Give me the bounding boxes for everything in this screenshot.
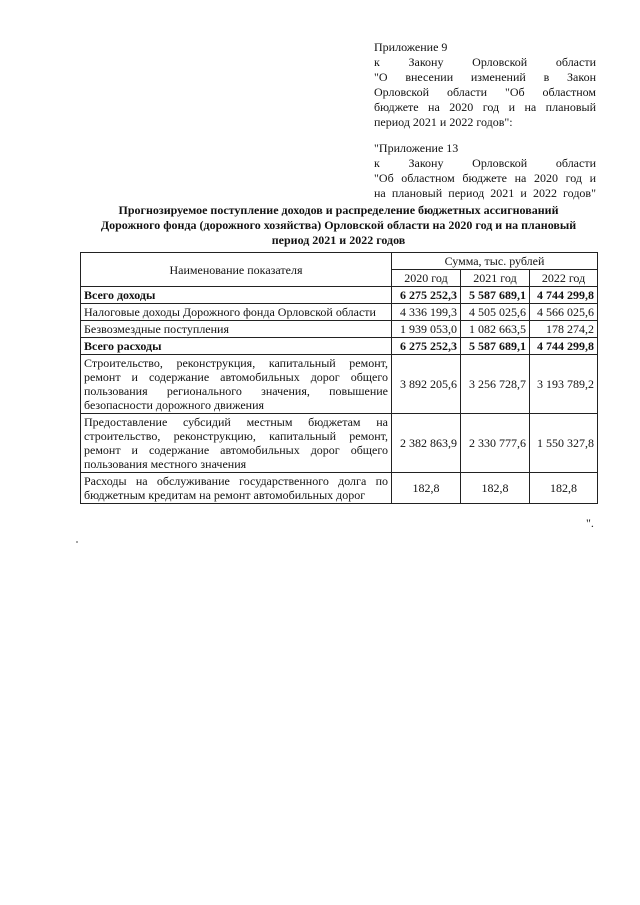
appendix-13-line: на плановый период 2021 и 2022 годов" — [374, 186, 596, 200]
value-2021: 4 505 025,6 — [461, 304, 530, 321]
appendix-13-line: "Об областном бюджете на 2020 год и — [374, 171, 596, 185]
row-name: Налоговые доходы Дорожного фонда Орловской области — [81, 304, 392, 321]
row-name: Строительство, реконструкция, капитальный ремонт, ремонт и содержание автомобильных дорог общего пользования регионального значения, повышение безопасности дорожного движения — [81, 355, 392, 414]
appendix-13-line: к Закону Орловской области — [374, 156, 596, 170]
value-2022: 3 193 789,2 — [530, 355, 598, 414]
table-row-tax-income — [81, 304, 598, 321]
table-row-local-subsidies — [81, 414, 598, 473]
column-header-year-2022: 2022 год — [530, 270, 598, 287]
appendix-13-header — [374, 141, 596, 201]
appendix-9-line: Приложение 9 — [374, 40, 448, 54]
table-row-total-income — [81, 287, 598, 304]
value-2021: 182,8 — [461, 473, 530, 504]
column-header-name: Наименование показателя — [81, 253, 392, 287]
title-line: период 2021 и 2022 годов — [271, 233, 406, 247]
budget-table — [80, 252, 598, 504]
value-2020: 6 275 252,3 — [392, 287, 461, 304]
value-2022: 178 274,2 — [530, 321, 598, 338]
value-2022: 1 550 327,8 — [530, 414, 598, 473]
value-2020: 3 892 205,6 — [392, 355, 461, 414]
appendix-9-line: период 2021 и 2022 годов": — [374, 115, 513, 129]
appendix-9-line: "О внесении изменений в Закон — [374, 70, 596, 84]
row-name: Предоставление субсидий местным бюджетам на строительство, реконструкцию, капитальный ремонт, ремонт и содержание автомобильных дорог общего пользования местного значения — [81, 414, 392, 473]
table-row-gratuitous-receipts — [81, 321, 598, 338]
value-2022: 4 744 299,8 — [530, 287, 598, 304]
appendix-9-line: Орловской области "Об областном — [374, 85, 596, 99]
value-2020: 182,8 — [392, 473, 461, 504]
closing-quote-mark: ". — [586, 516, 594, 530]
appendix-13-line: "Приложение 13 — [374, 141, 459, 155]
value-2020: 4 336 199,3 — [392, 304, 461, 321]
value-2021: 2 330 777,6 — [461, 414, 530, 473]
appendix-9-line: к Закону Орловской области — [374, 55, 596, 69]
row-name: Всего доходы — [81, 287, 392, 304]
row-name: Расходы на обслуживание государственного долга по бюджетным кредитам на ремонт автомобильных дорог — [81, 473, 392, 504]
title-line: Прогнозируемое поступление доходов и распределение бюджетных ассигнований — [118, 203, 559, 217]
table-row-total-expenses — [81, 338, 598, 355]
value-2020: 2 382 863,9 — [392, 414, 461, 473]
value-2022: 4 566 025,6 — [530, 304, 598, 321]
value-2021: 1 082 663,5 — [461, 321, 530, 338]
value-2021: 5 587 689,1 — [461, 287, 530, 304]
value-2020: 1 939 053,0 — [392, 321, 461, 338]
value-2022: 182,8 — [530, 473, 598, 504]
row-name: Всего расходы — [81, 338, 392, 355]
column-header-year-2021: 2021 год — [461, 270, 530, 287]
column-header-year-2020: 2020 год — [392, 270, 461, 287]
scan-speck — [76, 541, 78, 543]
table-row-regional-roads — [81, 355, 598, 414]
column-header-sum: Сумма, тыс. рублей — [392, 253, 598, 270]
row-name: Безвозмездные поступления — [81, 321, 392, 338]
document-title — [80, 203, 597, 248]
table-row-debt-service — [81, 473, 598, 504]
value-2022: 4 744 299,8 — [530, 338, 598, 355]
table-header-row — [81, 253, 598, 270]
title-line: Дорожного фонда (дорожного хозяйства) Орловской области на 2020 год и на плановый — [100, 218, 577, 232]
appendix-9-line: бюджете на 2020 год и на плановый — [374, 100, 596, 114]
value-2021: 3 256 728,7 — [461, 355, 530, 414]
value-2021: 5 587 689,1 — [461, 338, 530, 355]
appendix-9-header — [374, 40, 596, 130]
value-2020: 6 275 252,3 — [392, 338, 461, 355]
